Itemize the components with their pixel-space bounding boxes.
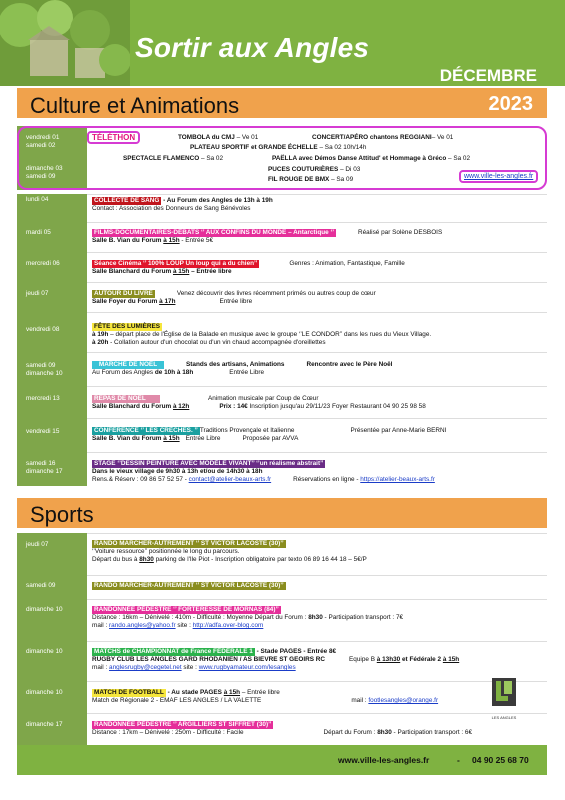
event-detail: à 19h – départ place de l'Église de la Balade en musique avec le groupe ‘’LE CONDOR’’ dans les rues du Vieux Village. [92,331,432,338]
event-date: lundi 04 [17,194,87,222]
event-title-tag: RANDONNÉE PÉDESTRE ‘’ ARGILLIERS ST SIFFRET (30)’’ [94,721,272,728]
telethon-line-5: FIL ROUGE DE BMX – Sa 09 [268,176,354,183]
event-title-tag: COLLECTE DE SANG [94,197,160,204]
event-date: jeudi 07 [17,533,87,575]
event-date: samedi 09 dimanche 10 [17,352,87,386]
event-detail: mail : rando.angles@yahoo.fr site : http://adfa.over-blog.com [92,622,264,629]
event-date: mardi 05 [17,222,87,252]
telethon-date: vendredi 01 [26,134,60,141]
event-content [87,452,547,486]
event-row [17,282,547,312]
header-banner [0,0,565,86]
footer-bar [17,745,547,775]
event-detail: RUGBY CLUB LES ANGLES GARD RHODANIEN / AS BIEVRE ST GEOIRS RC Equipe B à 13h30 et Fédérale 2 à 15h [92,656,460,663]
event-content [87,533,547,575]
telethon-label: TÉLÉTHON [87,131,140,144]
event-date: dimanche 10 [17,681,87,713]
event-content [87,575,547,599]
footer-separator: - [457,755,460,765]
telethon-line-3a: SPECTACLE FLAMENCO – Sa 02 [123,155,224,162]
telethon-line-1b: CONCERT/APÉRO chantons REGGIANI– Ve 01 [312,134,454,141]
event-row [17,575,547,599]
event-date: mercredi 06 [17,252,87,282]
culture-section-title: Culture et Animations [30,93,240,118]
event-title-tag: MATCH DE FOOTBALL [94,689,164,696]
event-row [17,681,547,713]
event-title-tag: MARCHÉ DE NOËL [92,361,164,369]
event-detail: Salle B. Vian du Forum à 15h - Entrée 5€ [92,237,214,244]
event-detail: Rens.& Réserv : 09 86 57 52 57 - contact@atelier-beaux-arts.fr Réservations en ligne - https://atelier-beaux-arts.fr [92,476,435,483]
event-row [17,312,547,352]
event-row [17,252,547,282]
event-title-tag: CONFÉRENCE ‘’ LES CRÈCHES. ’’ [94,427,198,434]
logo-caption: LES ANGLES [491,715,517,720]
event-date: dimanche 10 [17,641,87,681]
telethon-website-link[interactable]: www.ville-les-angles.fr [459,170,538,183]
event-row [17,641,547,681]
event-row [17,418,547,452]
event-content: CONFÉRENCE ‘’ LES CRÈCHES. ’’ Traditions Provençale et Italienne Présentée par Anne-Marie BERNI Salle B. Vian du Forum à 15h Entrée Libre Proposée par AVVA [87,418,547,452]
header-photo [0,0,130,86]
event-detail: Dans le vieux village de 9h30 à 13h et/ou de 14h30 à 18h [92,468,263,475]
event-detail: Salle Blanchard du Forum à 15h – Entrée libre [92,268,232,275]
rugby-email-link[interactable]: anglesrugby@cegetel.net [109,664,182,671]
event-content: FILMS-DOCUMENTAIRES-DÉBATS ‘’ AUX CONFINS DU MONDE – Antarctique ‘’ Réalisé par Solène DESBOIS Salle B. Vian du Forum à 15h - Entrée 5€ [87,222,547,252]
event-row [17,713,547,745]
event-content [87,599,547,641]
year-label: 2023 [488,93,533,115]
atelier-website-link[interactable]: https://atelier-beaux-arts.fr [360,476,435,483]
event-row [17,222,547,252]
logo-mark-icon [490,676,518,710]
event-content [87,312,547,352]
event-row [17,533,547,575]
event-content: AUTOUR DU LIVRE Venez découvrir des livres récemment primés ou autres coup de cœur Salle Foyer du Forum à 17h Entrée libre [87,282,547,312]
event-title-tag: STAGE ‘’DESSIN PEINTURE AVEC MODÈLE VIVANT’’ ‘’un réalisme abstrait’’ [94,460,324,467]
event-detail: mail : anglesrugby@cegetel.net site : www.rugbyamateur.com/lesangles [92,664,296,671]
event-date: mercredi 13 [17,386,87,418]
event-detail: Salle B. Vian du Forum à 15h Entrée Libre Proposée par AVVA [92,435,299,442]
event-row [17,599,547,641]
telethon-date: dimanche 03 [26,165,63,172]
event-detail: Au Forum des Angles de 10h à 18h Entrée Libre [92,369,265,376]
event-detail: Distance : 16km – Dénivelé : 410m - Difficulté : Moyenne Départ du Forum : 8h30 - Participation transport : 7€ [92,614,404,621]
event-detail: Salle Blanchard du Forum à 12h Prix : 14€ Inscription jusqu'au 29/11/23 Foyer Restaurant 04 90 25 98 58 [92,403,426,410]
telethon-date: samedi 09 [26,173,56,180]
event-row [17,352,547,386]
event-title-tag: FILMS-DOCUMENTAIRES-DÉBATS ‘’ AUX CONFINS DU MONDE – Antarctique ‘’ [94,229,335,236]
village-photo-graphic [0,0,130,86]
football-email-link[interactable]: footlesangles@orange.fr [368,697,439,704]
event-detail: Contact : Association des Donneurs de Sang Bénévoles [92,205,251,212]
event-content [87,713,547,745]
month-label: DÉCEMBRE [439,66,537,85]
telethon-line-4: PUCES COUTURIÈRES – Di 03 [268,166,361,173]
telethon-line-2: PLATEAU SPORTIF et GRANDE ÉCHELLE – Sa 02 10h/14h [190,144,367,151]
event-date: dimanche 17 [17,713,87,745]
event-title-tag: RANDO MARCHER-AUTREMENT ‘’ ST VICTOR LACOSTE (30)’’ [94,540,284,547]
event-content: MATCHS de CHAMPIONNAT de France FÉDÉRALE 1 - Stade PAGES - Entrée 8€ RUGBY CLUB LES ANGLES GARD RHODANIEN / AS BIEVRE ST GEOIRS RC Equipe B à 13h30 et Fédérale 2 à 15h mail : anglesrugby@cegetel.net site : www.rugbyamateur.com/lesangles [87,641,547,681]
event-content: COLLECTE DE SANG - Au Forum des Angles de 13h à 19h Contact : Association des Donneurs de Sang Bénévoles [87,194,547,222]
event-date: samedi 16 dimanche 17 [17,452,87,486]
rugby-website-link[interactable]: www.rugbyamateur.com/lesangles [198,664,296,671]
event-date: samedi 09 [17,575,87,599]
event-row [17,194,547,222]
event-detail: à 20h - Collation autour d'un chocolat ou d'un vin chaud accompagnée d'oreillettes [92,339,326,346]
event-date: vendredi 08 [17,312,87,352]
adfa-website-link[interactable]: http://adfa.over-blog.com [192,622,264,629]
event-content: REPAS DE NOËL Animation musicale par Coup de Cœur Salle Blanchard du Forum à 12h Prix : 14€ Inscription jusqu'au 29/11/23 Foyer Restaurant 04 90 25 98 58 [87,386,547,418]
event-detail: Départ du bus à 8h30 parking de l'Ile Piot - Inscription obligatoire par texto 06 89 16 44 18 – 5€/P [92,556,367,563]
sports-section-band [17,498,547,528]
event-detail: Salle Foyer du Forum à 17h Entrée libre [92,298,253,305]
event-title-tag: RANDONNÉE PÉDESTRE ‘’ FORTERESSE DE MORNAS (84)’’ [94,606,279,613]
footer-website-link[interactable]: www.ville-les-angles.fr [338,755,430,765]
event-title-tag: AUTOUR DU LIVRE [94,290,153,297]
event-content: MATCH DE FOOTBALL - Au stade PAGES à 15h – Entrée libre Match de Régionale 2 - EMAF LES ANGLES / LA VALETTE mail : footlesangles@orange.fr [87,681,547,713]
event-title-tag: MATCHS de CHAMPIONNAT de France FÉDÉRALE 1 [94,648,253,655]
event-title-tag: Séance Cinéma ‘’ 100% LOUP Un loup qui a du chien’’ [94,260,258,267]
page-title: Sortir aux Angles [135,32,370,63]
atelier-email-link[interactable]: contact@atelier-beaux-arts.fr [188,476,272,483]
telethon-line-1a: TOMBOLA du CMJ – Ve 01 [178,134,259,141]
event-date: vendredi 15 [17,418,87,452]
event-detail: Distance : 17km – Dénivelé : 250m - Difficulté : Facile Départ du Forum : 8h30 - Participation transport : 6€ [92,729,473,736]
event-title-tag: RANDO MARCHER-AUTREMENT ‘’ ST VICTOR LACOSTE (30)’’ [94,582,284,589]
event-date: jeudi 07 [17,282,87,312]
les-angles-logo [490,676,518,720]
event-detail: ‘’Voiture ressource’’ positionnée le long du parcours. [92,548,240,555]
telethon-line-3b: PAËLLA avec Démos Danse Attitud' et Hommage à Gréco – Sa 02 [272,155,471,162]
event-content: Séance Cinéma ‘’ 100% LOUP Un loup qui a du chien’’ Genres : Animation, Fantastique, Famille Salle Blanchard du Forum à 15h – Entrée libre [87,252,547,282]
event-content: MARCHÉ DE NOËL Stands des artisans, Animations Rencontre avec le Père Noël Au Forum des Angles de 10h à 18h Entrée Libre [87,352,547,386]
rando-email-link[interactable]: rando.angles@yahoo.fr [109,622,176,629]
event-row [17,386,547,418]
footer-phone: 04 90 25 68 70 [472,755,529,765]
event-detail: Match de Régionale 2 - EMAF LES ANGLES / LA VALETTE mail : footlesangles@orange.fr [92,697,439,704]
telethon-date: samedi 02 [26,142,56,149]
event-title-tag: REPAS DE NOËL [92,395,160,403]
event-row [17,452,547,486]
sports-section-title: Sports [30,502,94,527]
event-title-tag: FÊTE DES LUMIÈRES [94,323,161,330]
event-date: dimanche 10 [17,599,87,641]
